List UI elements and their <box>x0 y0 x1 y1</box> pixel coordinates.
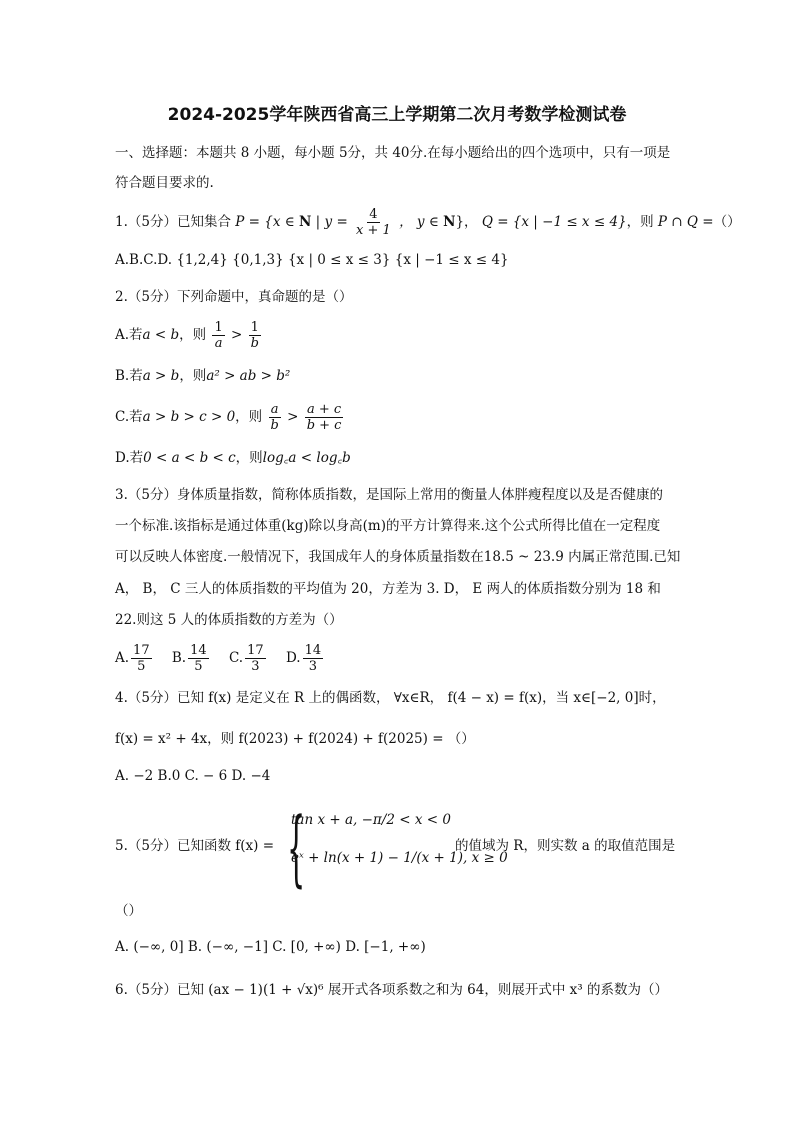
question-4-line2: f(x) = x² + 4x，则 f(2023) + f(2024) + f(2025) = （） <box>115 731 475 747</box>
question-2-stem: 2.（5分）下列命题中，真命题的是（） <box>115 289 353 305</box>
page-title: 2024-2025学年陕西省高三上学期第二次月考数学检测试卷 <box>167 105 627 125</box>
question-3-options: A. $\frac{17}{5}$ B. $\frac{14}{5}$ C. $\frac{17}{3}$ D. $\frac{14}{3}$ <box>115 643 322 674</box>
question-1-stem: 1.（5分）已知集合 P = {x ∈ N | y = $\frac{4}{x + 1}$ ， y ∈ N}， Q = {x | −1 ≤ x ≤ 4}，则 P ∩ Q =（） <box>115 207 741 238</box>
question-3-line4: A， B， C 三人的体质指数的平均值为 20，方差为 3. D， E 两人的体质指数分别为 18 和 <box>115 581 661 597</box>
q1-fraction: $\frac{4}{x + 1}$ <box>356 207 391 238</box>
piecewise-case-2: eˣ + ln(x + 1) − 1/(x + 1), x ≥ 0 <box>291 850 508 866</box>
question-1-options: A.B.C.D. {1,2,4} {0,1,3} {x | 0 ≤ x ≤ 3} {x | −1 ≤ x ≤ 4} <box>115 252 509 268</box>
question-5-options: A. (−∞, 0] B. (−∞, −1] C. [0, +∞) D. [−1, +∞) <box>115 939 426 955</box>
question-3-line3: 可以反映人体密度.一般情况下，我国成年人的身体质量指数在18.5 ~ 23.9 内属正常范围.已知 <box>115 549 681 565</box>
question-4-line1: 4.（5分）已知 f(x) 是定义在 R 上的偶函数， ∀x∈R， f(4 − x) = f(x)，当 x∈[−2, 0]时， <box>115 690 666 706</box>
question-2-option-a: A.若a < b，则 $\frac{1}{a}$ > $\frac{1}{b}$ <box>115 320 259 351</box>
question-2-option-b: B.若a > b，则a² > ab > b² <box>115 368 291 384</box>
document-page: 2024-2025学年陕西省高三上学期第二次月考数学检测试卷 一、选择题：本题共 8 小题，每小题 5分，共 40分.在每小题给出的四个选项中，只有一项是 符合题目要求的. 1.（5分）已知集合 P = {x ∈ N | y = $\frac{4}{x + 1}$ ， y ∈ N}， Q = {x | −1 ≤ x ≤ 4}，则 P ∩ Q =（） A.B.C.D. {1,2,4} {0,1,3} {x | 0 ≤ x ≤ 3} {x | −1 ≤ x ≤ 4} 2.（5分）下列命题中，真命题的是（） A.若a < b，则 $\frac{1}{a}$ > $\frac{1}{b}$ B.若a > b，则a² > ab > b² C.若a > b > c > 0，则 $\frac{a}{b}$ > $\frac{a + c}{b + c}$ D.若0 < a < b < c，则log꜀a < log꜀b 3.（5分）身体质量指数，简称体质指数，是国际上常用的衡量人体胖瘦程度以及是否健康的 一个标准.该指标是通过体重(kg)除以身高(m)的平方计算得来.这个公式所得比值在一定程度 可以反映人体密度.一般情况下，我国成年人的身体质量指数在18.5 ~ 23.9 内属正常范围.已知 A， B， C 三人的体质指数的平均值为 20，方差为 3. D， E 两人的体质指数分别为 18 和 22.则这 5 人的体质指数的方差为（） A. $\frac{17}{5}$ B. $\frac{14}{5}$ C. $\frac{17}{3}$ D. $\frac{14}{3}$ 4.（5分）已知 f(x) 是定义在 R 上的偶函数， ∀x∈R， f(4 − x) = f(x)，当 x∈[−2, 0]时， f(x) = x² + 4x，则 f(2023) + f(2024) + f(2025) = （） A. −2 B.0 C. − 6 D. −4 5.（5分）已知函数 f(x) = { tan x + a, −π/2 < x < 0 eˣ + ln(x + 1) − 1/(x + 1), x ≥ 0 的值域为 R，则实数 a 的取值范围是 （） A. (−∞, 0] B. (−∞, −1] C. [0, +∞) D. [−1, +∞) 6.（5分）已知 (ax − 1)(1 + √x)⁶ 展开式各项系数之和为 64，则展开式中 x³ 的系数为（） <box>0 0 794 1122</box>
section-heading-line1: 一、选择题：本题共 8 小题，每小题 5分，共 40分.在每小题给出的四个选项中，只有一项是 <box>115 145 671 161</box>
question-3-line1: 3.（5分）身体质量指数，简称体质指数，是国际上常用的衡量人体胖瘦程度以及是否健康的 <box>115 487 663 503</box>
piecewise-brace: { <box>287 801 306 896</box>
question-3-line5: 22.则这 5 人的体质指数的方差为（） <box>115 612 343 628</box>
question-3-line2: 一个标准.该指标是通过体重(kg)除以身高(m)的平方计算得来.这个公式所得比值在一定程度 <box>115 518 661 534</box>
section-heading-line2: 符合题目要求的. <box>115 175 214 191</box>
question-2-option-c: C.若a > b > c > 0，则 $\frac{a}{b}$ > $\frac{a + c}{b + c}$ <box>115 402 342 433</box>
question-4-options: A. −2 B.0 C. − 6 D. −4 <box>115 768 271 784</box>
question-5-paren: （） <box>115 903 142 919</box>
question-2-option-d: D.若0 < a < b < c，则log꜀a < log꜀b <box>115 450 351 466</box>
question-6-line1: 6.（5分）已知 (ax − 1)(1 + √x)⁶ 展开式各项系数之和为 64，则展开式中 x³ 的系数为（） <box>115 982 668 998</box>
piecewise-case-1: tan x + a, −π/2 < x < 0 <box>291 812 451 828</box>
